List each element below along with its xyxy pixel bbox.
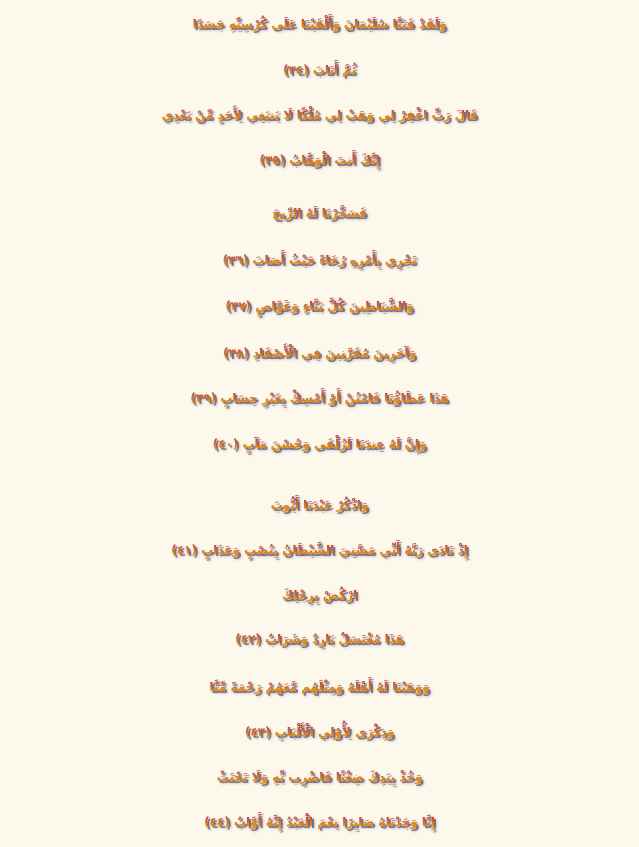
verse-line: وَآخَرِينَ مُقَرَّنِينَ فِي الْأَصْفَادِ (٣٨)	[0, 338, 639, 368]
verse-line: وَاذْكُرْ عَبْدَنَا أَيُّوبَ	[0, 490, 639, 520]
verse-line: وَوَهَبْنَا لَهُ أَهْلَهُ وَمِثْلَهُم مَّعَهُمْ رَحْمَةً مِّنَّا	[0, 672, 639, 702]
verse-line: ثُمَّ أَنَابَ (٣٤)	[0, 55, 639, 85]
verse-line: وَإِنَّ لَهُ عِندَنَا لَزُلْفَى وَحُسْنَ مَآبٍ (٤٠)	[0, 429, 639, 459]
verse-line: وَلَقَدْ فَتَنَّا سُلَيْمَانَ وَأَلْقَيْنَا عَلَى كُرْسِيِّهِ جَسَدًا	[0, 9, 639, 39]
verse-line: وَذِكْرَى لِأُوْلِي الْأَلْبَابِ (٤٣)	[0, 717, 639, 747]
verse-line: وَخُذْ بِيَدِكَ ضِغْثًا فَاضْرِب بِّهِ وَلَا تَحْنَثْ	[0, 762, 639, 792]
verse-line: وَالشَّيَاطِينَ كُلَّ بَنَّاءٍ وَغَوَّاصٍ (٣٧)	[0, 291, 639, 321]
verse-line: هَذَا عَطَاؤُنَا فَامْنُنْ أَوْ أَمْسِكْ بِغَيْرِ حِسَابٍ (٣٩)	[0, 383, 639, 413]
verse-line: إِنَّا وَجَدْنَاهُ صَابِرًا نِعْمَ الْعَبْدُ إِنَّهُ أَوَّابٌ (٤٤)	[0, 807, 639, 837]
verse-line: إِذْ نَادَى رَبَّهُ أَنِّي مَسَّنِيَ الشَّيْطَانُ بِنُصْبٍ وَعَذَابٍ (٤١)	[0, 535, 639, 565]
verse-line: تَجْرِي بِأَمْرِهِ رُخَاءً حَيْثُ أَصَابَ (٣٦)	[0, 245, 639, 275]
verse-line: ارْكُضْ بِرِجْلِكَ	[0, 580, 639, 610]
verse-line: قَالَ رَبِّ اغْفِرْ لِي وَهَبْ لِي مُلْكًا لَا يَنبَغِي لِأَحَدٍ مِّنْ بَعْدِي	[0, 100, 639, 130]
verse-line: هَذَا مُغْتَسَلٌ بَارِدٌ وَشَرَابٌ (٤٢)	[0, 624, 639, 654]
verse-line: فَسَخَّرْنَا لَهُ الرِّيحَ	[0, 198, 639, 228]
verse-line: إِنَّكَ أَنتَ الْوَهَّابُ (٣٥)	[0, 145, 639, 175]
